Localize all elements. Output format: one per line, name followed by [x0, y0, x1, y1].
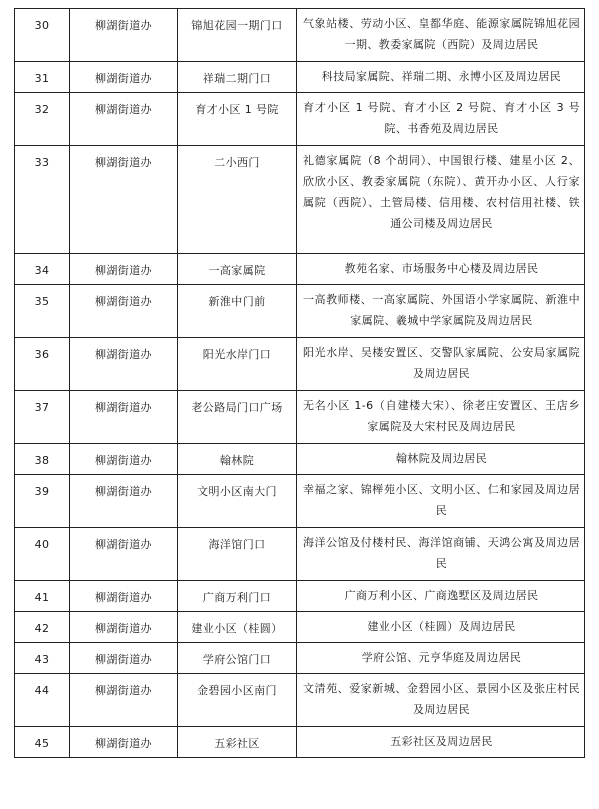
table-row — [15, 338, 585, 391]
area-cell: 翰林院及周边居民 — [297, 444, 585, 475]
office-cell: 柳湖街道办 — [70, 528, 178, 581]
location-cell: 建业小区（桂圆） — [178, 612, 297, 643]
row-number: 40 — [15, 528, 70, 581]
table-row — [15, 391, 585, 444]
area-cell: 阳光水岸、吴楼安置区、交警队家属院、公安局家属院及周边居民 — [297, 338, 585, 391]
office-cell: 柳湖街道办 — [70, 254, 178, 285]
location-cell: 新淮中门前 — [178, 285, 297, 338]
table-row — [15, 444, 585, 475]
office-cell: 柳湖街道办 — [70, 674, 178, 727]
location-cell: 祥瑞二期门口 — [178, 62, 297, 93]
table-row — [15, 62, 585, 93]
area-cell: 无名小区 1-6（自建楼大宋）、徐老庄安置区、王店乡家属院及大宋村民及周边居民 — [297, 391, 585, 444]
office-cell: 柳湖街道办 — [70, 62, 178, 93]
table-row — [15, 528, 585, 581]
area-cell: 建业小区（桂圆）及周边居民 — [297, 612, 585, 643]
table-row — [15, 643, 585, 674]
location-cell: 锦旭花园一期门口 — [178, 9, 297, 62]
area-cell: 幸福之家、锦榉苑小区、文明小区、仁和家园及周边居民 — [297, 475, 585, 528]
table-row — [15, 727, 585, 758]
row-number: 33 — [15, 146, 70, 254]
area-cell: 教苑名家、市场服务中心楼及周边居民 — [297, 254, 585, 285]
row-number: 35 — [15, 285, 70, 338]
office-cell: 柳湖街道办 — [70, 475, 178, 528]
row-number: 42 — [15, 612, 70, 643]
row-number: 43 — [15, 643, 70, 674]
office-cell: 柳湖街道办 — [70, 285, 178, 338]
location-cell: 广商万利门口 — [178, 581, 297, 612]
row-number: 44 — [15, 674, 70, 727]
office-cell: 柳湖街道办 — [70, 338, 178, 391]
table-row — [15, 93, 585, 146]
row-number: 30 — [15, 9, 70, 62]
area-cell: 一高教师楼、一高家属院、外国语小学家属院、新淮中家属院、羲城中学家属院及周边居民 — [297, 285, 585, 338]
location-cell: 海洋馆门口 — [178, 528, 297, 581]
area-cell: 育才小区 1 号院、育才小区 2 号院、育才小区 3 号院、书香苑及周边居民 — [297, 93, 585, 146]
row-number: 38 — [15, 444, 70, 475]
office-cell: 柳湖街道办 — [70, 581, 178, 612]
location-cell: 翰林院 — [178, 444, 297, 475]
office-cell: 柳湖街道办 — [70, 9, 178, 62]
row-number: 31 — [15, 62, 70, 93]
area-cell: 礼德家属院（8 个胡同）、中国银行楼、建星小区 2、欣欣小区、教委家属院（东院）、黄开办小区、人行家属院（西院）、土管局楼、信用楼、农村信用社楼、铁通公司楼及周边居民 — [297, 146, 585, 254]
area-cell: 科技局家属院、祥瑞二期、永博小区及周边居民 — [297, 62, 585, 93]
area-cell: 气象站楼、劳动小区、皇都华庭、能源家属院锦旭花园一期、教委家属院（西院）及周边居民 — [297, 9, 585, 62]
area-cell: 广商万利小区、广商逸墅区及周边居民 — [297, 581, 585, 612]
row-number: 37 — [15, 391, 70, 444]
office-cell: 柳湖街道办 — [70, 727, 178, 758]
area-cell: 五彩社区及周边居民 — [297, 727, 585, 758]
office-cell: 柳湖街道办 — [70, 643, 178, 674]
row-number: 39 — [15, 475, 70, 528]
area-cell: 海洋公馆及付楼村民、海洋馆商铺、天鸿公寓及周边居民 — [297, 528, 585, 581]
area-cell: 文清苑、爱家新城、金碧园小区、景园小区及张庄村民及周边居民 — [297, 674, 585, 727]
distribution-table — [14, 8, 585, 758]
office-cell: 柳湖街道办 — [70, 93, 178, 146]
office-cell: 柳湖街道办 — [70, 444, 178, 475]
table-row — [15, 581, 585, 612]
row-number: 34 — [15, 254, 70, 285]
location-cell: 学府公馆门口 — [178, 643, 297, 674]
location-cell: 一高家属院 — [178, 254, 297, 285]
office-cell: 柳湖街道办 — [70, 612, 178, 643]
row-number: 32 — [15, 93, 70, 146]
table-row — [15, 674, 585, 727]
table-row — [15, 254, 585, 285]
location-cell: 二小西门 — [178, 146, 297, 254]
location-cell: 文明小区南大门 — [178, 475, 297, 528]
row-number: 36 — [15, 338, 70, 391]
location-cell: 育才小区 1 号院 — [178, 93, 297, 146]
table-row — [15, 146, 585, 254]
location-cell: 阳光水岸门口 — [178, 338, 297, 391]
area-cell: 学府公馆、元亨华庭及周边居民 — [297, 643, 585, 674]
table-row — [15, 285, 585, 338]
row-number: 45 — [15, 727, 70, 758]
table-body — [15, 9, 585, 758]
location-cell: 老公路局门口广场 — [178, 391, 297, 444]
office-cell: 柳湖街道办 — [70, 146, 178, 254]
office-cell: 柳湖街道办 — [70, 391, 178, 444]
location-cell: 金碧园小区南门 — [178, 674, 297, 727]
row-number: 41 — [15, 581, 70, 612]
table-row — [15, 475, 585, 528]
table-row — [15, 612, 585, 643]
table-row — [15, 9, 585, 62]
location-cell: 五彩社区 — [178, 727, 297, 758]
